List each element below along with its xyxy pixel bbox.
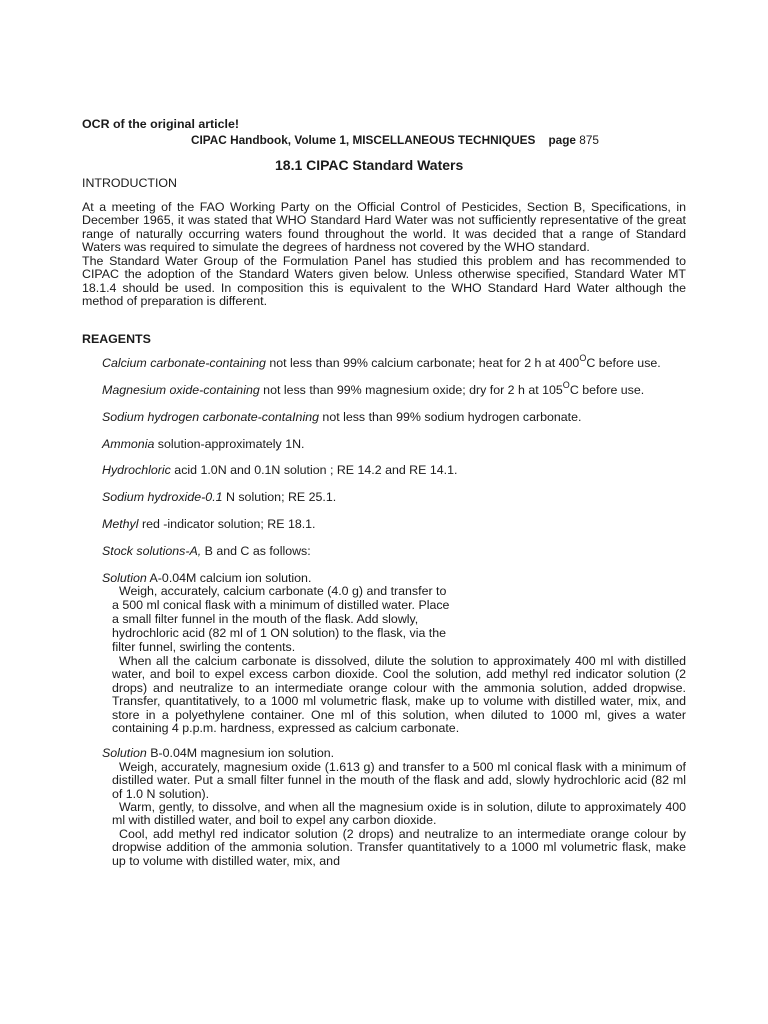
reagent-item: Calcium carbonate-containing not less than 99% calcium carbonate; heat for 2 h at $400^OC$ before use. [102, 352, 661, 370]
section-title: 18.1 CIPAC Standard Waters [275, 157, 464, 173]
reagent-item: Sodium hydroxide-0.1 N solution; RE 25.1. [102, 490, 337, 504]
solution-a-line: filter funnel, swirling the contents. [112, 640, 296, 654]
reagent-item: Magnesium oxide-containing not less than 99% magnesium oxide; dry for 2 h at $105^OC$ before use. [102, 379, 645, 397]
intro-heading: INTRODUCTION [82, 176, 177, 190]
running-header [191, 134, 599, 147]
reagent-item: Methyl red -indicator solution; RE 18.1. [102, 517, 316, 531]
solution-b-title: Solution B-0.04M magnesium ion solution. [102, 746, 335, 760]
reagent-item: Ammonia solution-approximately 1N. [102, 437, 305, 451]
header-page-number: 875 [579, 133, 599, 147]
ocr-note: OCR of the original article! [82, 117, 239, 131]
intro-paragraph-2: The Standard Water Group of the Formulation Panel has studied this problem and has recommended to CIPAC the adoption of the Standard Waters given below. Unless otherwise specified, Standard Water MT 18.1.4 should be used. In composition this is equivalent to the WHO Standard Hard Water although the method of preparation is different. [82, 254, 686, 309]
solution-a-line: a small filter funnel in the mouth of the flask. Add slowly, [112, 612, 419, 626]
solution-b-paragraph-1: Weigh, accurately, magnesium oxide (1.613 g) and transfer to a 500 ml conical flask with a minimum of distilled water. Put a small filter funnel in the mouth of the flask and add, slowly hydrochloric acid (82 ml of 1.0 N solution). [112, 760, 686, 801]
reagent-item: Hydrochloric acid 1.0N and 0.1N solution ; RE 14.2 and RE 14.1. [102, 463, 458, 477]
solution-b-paragraph-2: Warm, gently, to dissolve, and when all the magnesium oxide is in solution, dilute to approximately 400 ml with distilled water, and boil to expel any carbon dioxide. [112, 800, 686, 828]
reagents-heading: REAGENTS [82, 332, 151, 346]
header-page-label: page [548, 133, 576, 147]
header-title: CIPAC Handbook, Volume 1, MISCELLANEOUS TECHNIQUES [191, 133, 536, 147]
solution-a-line: a 500 ml conical flask with a minimum of distilled water. Place [112, 598, 450, 612]
solution-b-paragraph-3: Cool, add methyl red indicator solution (2 drops) and neutralize to an intermediate orange colour by dropwise addition of the ammonia solution. Transfer quantitatively to a 1000 ml volumetric flask, make up to volume with distilled water, mix, and [112, 827, 686, 868]
reagent-item: Stock solutions-A, B and C as follows: [102, 544, 311, 558]
solution-a-line: Weigh, accurately, calcium carbonate (4.0 g) and transfer to [119, 584, 447, 598]
reagent-item: Sodium hydrogen carbonate-contaIning not less than 99% sodium hydrogen carbonate. [102, 410, 582, 424]
solution-a-line: hydrochloric acid (82 ml of 1 ON solution) to the flask, via the [112, 626, 447, 640]
solution-a-paragraph: When all the calcium carbonate is dissolved, dilute the solution to approximately 400 ml with distilled water, and boil to expel excess carbon dioxide. Cool the solution, add methyl red indicator solution (2 drops) and neutralize to an intermediate orange colour with the ammonia solution, added dropwise. Transfer, quantitatively, to a 1000 ml volumetric flask, make up to volume with distilled water, mix, and store in a polyethylene container. One ml of this solution, when diluted to 1000 ml, gives a water containing 4 p.p.m. hardness, expressed as calcium carbonate. [112, 654, 686, 736]
solution-a-title: Solution A-0.04M calcium ion solution. [102, 571, 312, 585]
intro-paragraph: At a meeting of the FAO Working Party on the Official Control of Pesticides, Section B, Specifications, in December 1965, it was stated that WHO Standard Hard Water was not sufficiently representative of the great range of naturally occurring waters found throughout the world. It was decided that a range of Standard Waters was required to simulate the degrees of hardness not covered by the WHO standard. [82, 200, 686, 255]
